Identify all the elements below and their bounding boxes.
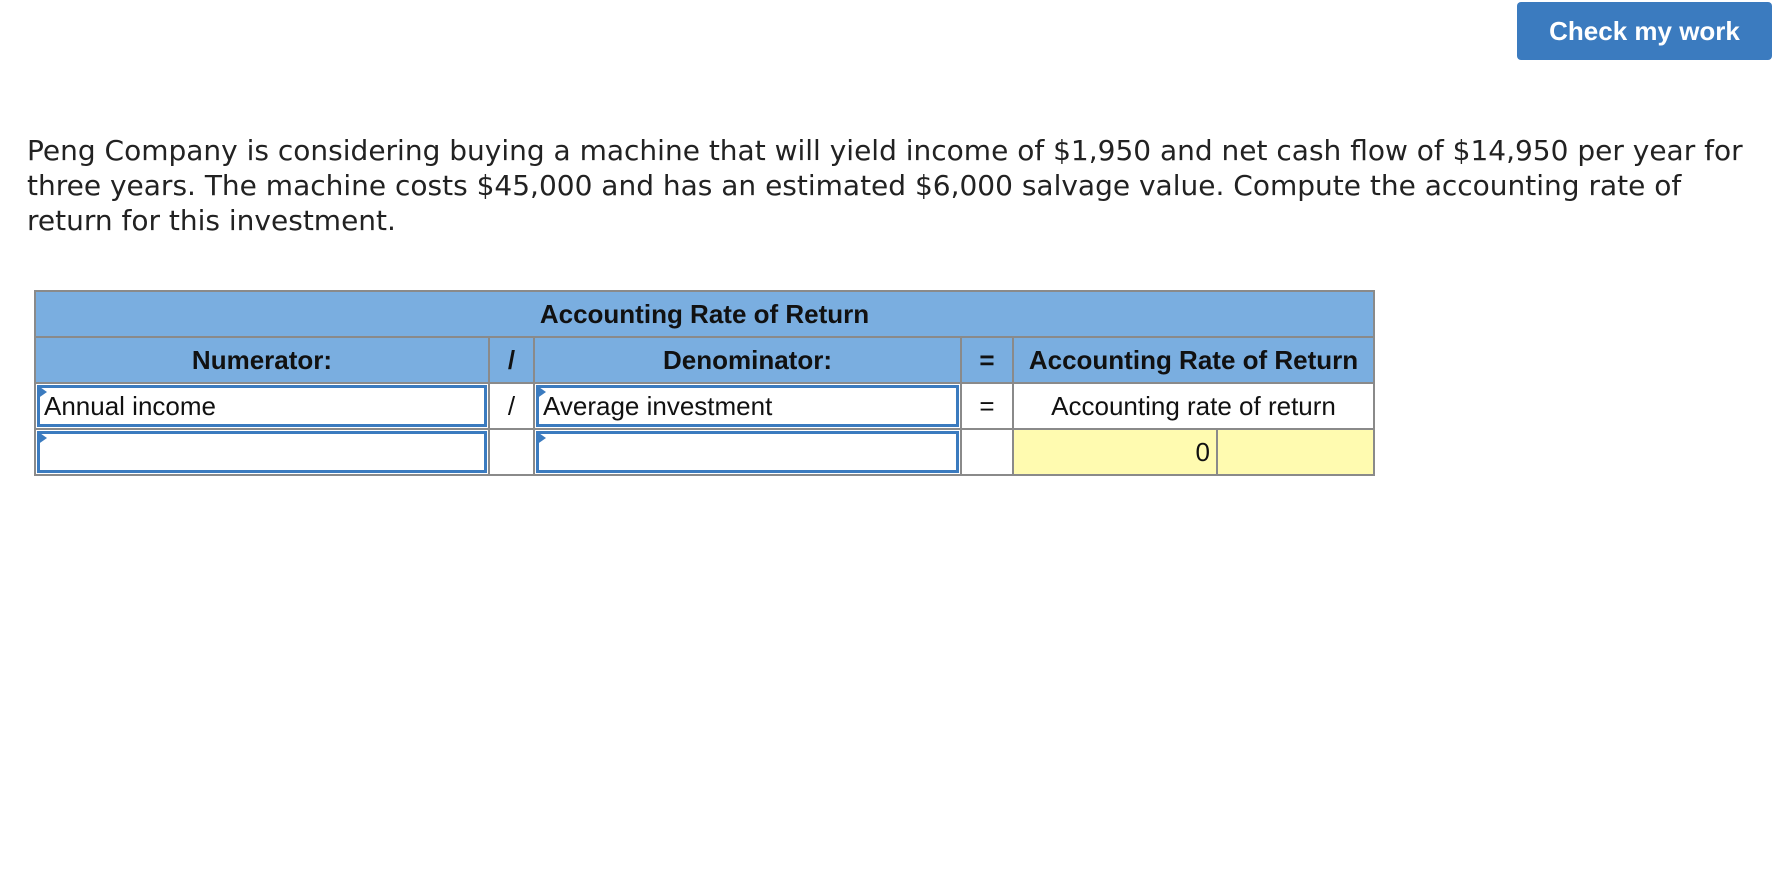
result-header: Accounting Rate of Return <box>1013 337 1374 383</box>
result-unit-cell <box>1217 429 1374 475</box>
numerator-header: Numerator: <box>35 337 489 383</box>
table-title: Accounting Rate of Return <box>35 291 1374 337</box>
result-label: Accounting rate of return <box>1013 383 1374 429</box>
equals-header: = <box>961 337 1013 383</box>
denominator-label-input[interactable] <box>536 385 959 427</box>
dropdown-flag-icon <box>37 431 47 445</box>
denominator-header: Denominator: <box>534 337 961 383</box>
numerator-value-input[interactable] <box>37 431 487 473</box>
dropdown-flag-icon <box>536 385 546 399</box>
question-text: Peng Company is considering buying a machine that will yield income of $1,950 and net cash flow of $14,950 per year for three years. The machine costs $45,000 and has an estimated $6,000 salvage value. Compute the accounting rate of return for this investment. <box>27 134 1743 237</box>
divide-header: / <box>489 337 534 383</box>
denominator-value-cell[interactable] <box>534 429 961 475</box>
dropdown-flag-icon <box>536 431 546 445</box>
divide-empty-cell <box>489 429 534 475</box>
denominator-value-input[interactable] <box>536 431 959 473</box>
numerator-label-cell[interactable] <box>35 383 489 429</box>
numerator-value-cell[interactable] <box>35 429 489 475</box>
accounting-rate-of-return-table <box>34 290 1375 476</box>
equals-empty-cell <box>961 429 1013 475</box>
numerator-label-input[interactable] <box>37 385 487 427</box>
equals-sign: = <box>961 383 1013 429</box>
divide-sign: / <box>489 383 534 429</box>
dropdown-flag-icon <box>37 385 47 399</box>
result-value: 0 <box>1013 429 1217 475</box>
check-my-work-button[interactable]: Check my work <box>1517 2 1772 60</box>
denominator-label-cell[interactable] <box>534 383 961 429</box>
